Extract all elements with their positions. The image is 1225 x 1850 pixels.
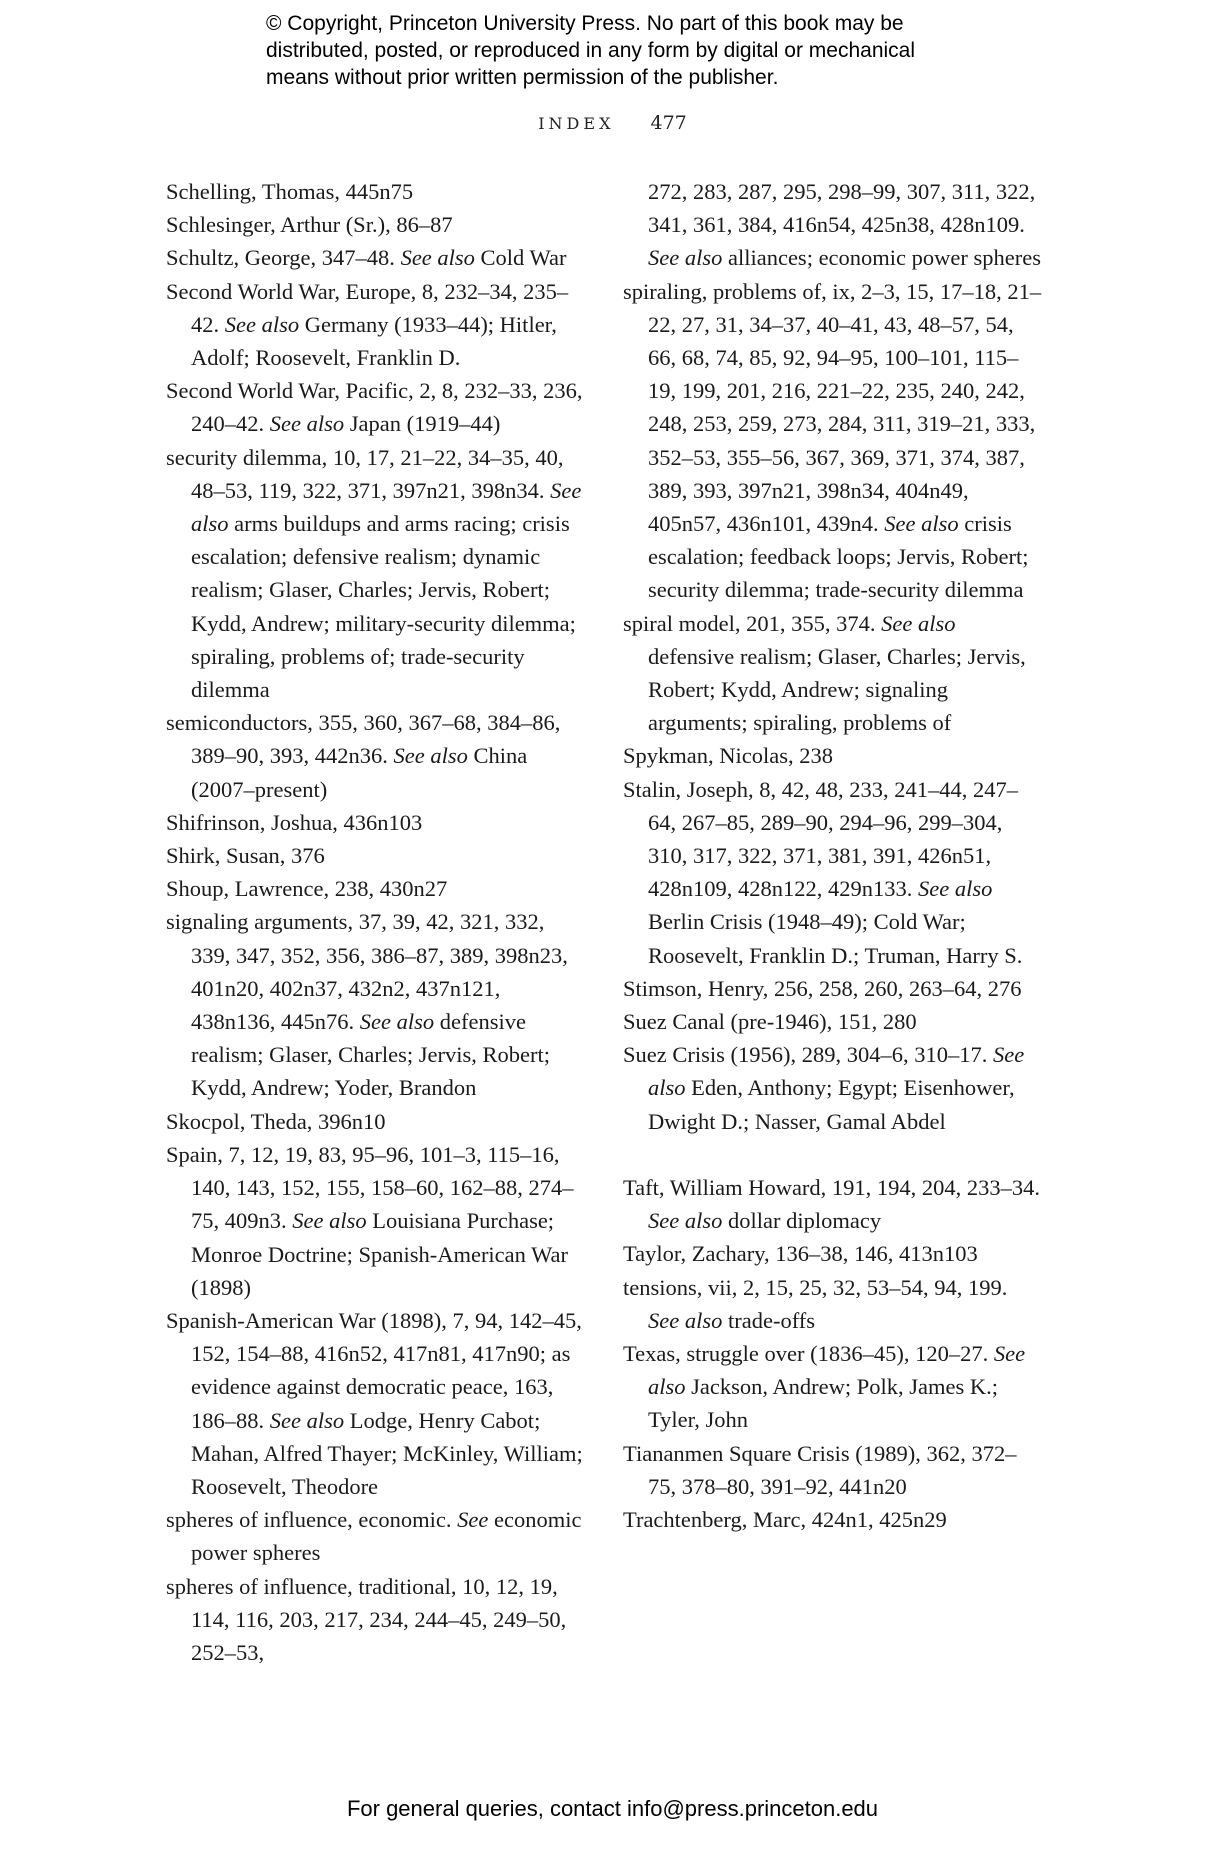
entry-text: Second World War, Europe, 8, 232–34, 235–42. (166, 278, 569, 337)
index-column-left (166, 175, 586, 1669)
index-entry (166, 441, 586, 707)
cross-reference: defensive realism; Glaser, Charles; Jervis, Robert; Kydd, Andrew; Yoder, Brandon (191, 1009, 551, 1101)
page-number: 477 (650, 112, 687, 134)
entry-text: Spanish-American War (1898), 7, 94, 142–45, 152, 154–88, 416n52, 417n81, 417n90; as evidence against democratic peace, 163, 186–88. (166, 1307, 582, 1433)
index-entry (166, 1304, 586, 1503)
cross-reference: Germany (1933–44); Hitler, Adolf; Roosevelt, Franklin D. (191, 311, 557, 371)
copyright-line: © Copyright, Princeton University Press. No part of this book may be (266, 12, 904, 35)
cross-reference: alliances; economic power spheres (727, 245, 1041, 271)
index-entry (166, 374, 586, 440)
entry-text: spiral model, 201, 355, 374. (623, 610, 876, 636)
index-entry (623, 607, 1043, 740)
running-head (0, 112, 1225, 134)
see-also: See also (269, 1407, 345, 1433)
index-entry (166, 1138, 586, 1304)
cross-reference: economic power spheres (191, 1507, 582, 1566)
index-entry (623, 1271, 1043, 1337)
cross-reference: China (2007–present) (191, 743, 528, 802)
cross-reference: Jackson, Andrew; Polk, James K.; Tyler, John (648, 1374, 998, 1433)
see-also: See also (359, 1009, 435, 1035)
entry-text: Schultz, George, 347–48. (166, 245, 395, 271)
index-entry: Taylor, Zachary, 136–38, 146, 413n103 (623, 1241, 978, 1267)
see-also: See also (292, 1208, 367, 1234)
entry-text: signaling arguments, 37, 39, 42, 321, 332, 339, 347, 352, 356, 386–87, 389, 398n23, 401n20, 402n37, 432n2, 437n121, 438n136, 445n76. (166, 909, 568, 1035)
see-also: See also (648, 1340, 1026, 1400)
index-entry (623, 1171, 1043, 1237)
entry-text: Texas, struggle over (1836–45), 120–27. (623, 1340, 989, 1366)
index-column-right (623, 175, 1043, 1536)
cross-reference: crisis escalation; feedback loops; Jervis, Robert; security dilemma; trade-security dilemma (648, 511, 1029, 603)
index-entry (166, 706, 586, 806)
entry-text: spiraling, problems of, ix, 2–3, 15, 17–18, 21–22, 27, 31, 34–37, 40–41, 43, 48–57, 54, 66, 68, 74, 85, 92, 94–95, 100–101, 115–19, 199, 201, 216, 221–22, 235, 240, 242, 248, 253, 259, 273, 284, 311, 319–21, 333, 352–53, 355–56, 367, 369, 371, 374, 387, 389, 393, 397n21, 398n34, 404n49, 405n57, 436n101, 439n4. (623, 278, 1042, 537)
see-reference: See (457, 1507, 489, 1533)
index-entry: Spykman, Nicolas, 238 (623, 743, 833, 769)
see-also: See also (918, 876, 993, 902)
index-entry (166, 275, 586, 375)
see-also: See also (648, 1307, 723, 1333)
copyright-line: means without prior written permission of the publisher. (266, 66, 779, 89)
index-entry: Suez Canal (pre-1946), 151, 280 (623, 1009, 917, 1035)
cross-reference: arms buildups and arms racing; crisis escalation; defensive realism; dynamic realism; Glaser, Charles; Jervis, Robert; Kydd, Andrew; military-security dilemma; spiraling, problems of; trade-security dilemma (191, 511, 576, 703)
see-also: See also (884, 511, 959, 537)
cross-reference: Eden, Anthony; Egypt; Eisenhower, Dwight D.; Nasser, Gamal Abdel (648, 1075, 1015, 1134)
entry-text: semiconductors, 355, 360, 367–68, 384–86, 389–90, 393, 442n36. (166, 710, 561, 769)
index-entry: Shirk, Susan, 376 (166, 843, 325, 869)
see-also: See also (648, 1208, 723, 1234)
see-also: See also (393, 743, 468, 769)
entry-text: Stalin, Joseph, 8, 42, 48, 233, 241–44, 247–64, 267–85, 289–90, 294–96, 299–304, 310, 317, 322, 371, 381, 391, 426n51, 428n109, 428n122, 429n133. (623, 776, 1019, 902)
index-entry: Shifrinson, Joshua, 436n103 (166, 809, 423, 835)
index-entry: Skocpol, Theda, 396n10 (166, 1108, 386, 1134)
see-also: See also (269, 411, 345, 437)
index-entry: Schlesinger, Arthur (Sr.), 86–87 (166, 212, 453, 238)
copyright-line: distributed, posted, or reproduced in any form by digital or mechanical (266, 39, 916, 62)
entry-text: security dilemma, 10, 17, 21–22, 34–35, 40, 48–53, 119, 322, 371, 397n21, 398n34. (166, 444, 564, 503)
cross-reference: Cold War (480, 245, 567, 271)
see-also: See also (224, 311, 300, 337)
index-entry: spheres of influence, traditional, 10, 12, 19, 114, 116, 203, 217, 234, 244–45, 249–50, 252–53, (166, 1573, 567, 1665)
index-entry (623, 1038, 1043, 1138)
see-also: See also (191, 477, 582, 537)
cross-reference: Louisiana Purchase; Monroe Doctrine; Spanish-American War (1898) (191, 1208, 569, 1300)
see-also: See also (881, 610, 956, 636)
see-also: See also (400, 245, 475, 271)
cross-reference: Lodge, Henry Cabot; Mahan, Alfred Thayer; McKinley, William; Roosevelt, Theodore (191, 1407, 583, 1499)
entry-text: Taft, William Howard, 191, 194, 204, 233–34. (623, 1174, 1041, 1200)
running-head-label: INDEX (538, 114, 615, 133)
index-entry (166, 905, 586, 1104)
see-also: See also (648, 245, 723, 271)
footer-contact: For general queries, contact info@press.princeton.edu (346, 1796, 879, 1821)
index-entry: Stimson, Henry, 256, 258, 260, 263–64, 276 (623, 975, 1022, 1001)
index-entry: Schelling, Thomas, 445n75 (166, 179, 414, 204)
index-entry (623, 275, 1043, 607)
copyright-notice (266, 10, 1026, 91)
letter-group-gap (623, 1138, 1043, 1171)
cross-reference: trade-offs (727, 1307, 816, 1333)
index-entry (166, 1503, 586, 1569)
entry-text: Spain, 7, 12, 19, 83, 95–96, 101–3, 115–16, 140, 143, 152, 155, 158–60, 162–88, 274–75, 409n3. (166, 1141, 574, 1234)
entry-text: 272, 283, 287, 295, 298–99, 307, 311, 322, 341, 361, 384, 416n54, 425n38, 428n109. (648, 179, 1036, 238)
index-entry: Shoup, Lawrence, 238, 430n27 (166, 876, 448, 902)
entry-text: tensions, vii, 2, 15, 25, 32, 53–54, 94, 199. (623, 1274, 1008, 1300)
entry-text: spheres of influence, economic. (166, 1507, 452, 1533)
index-entry (623, 1337, 1043, 1437)
entry-text: Suez Crisis (1956), 289, 304–6, 310–17. (623, 1042, 988, 1068)
index-entry: Tiananmen Square Crisis (1989), 362, 372–75, 378–80, 391–92, 441n20 (623, 1440, 1017, 1499)
index-entry (623, 773, 1043, 972)
cross-reference: defensive realism; Glaser, Charles; Jervis, Robert; Kydd, Andrew; signaling arguments; spiraling, problems of (648, 643, 1026, 736)
index-entry-continued (623, 175, 1043, 275)
cross-reference: dollar diplomacy (727, 1208, 882, 1234)
index-entry (166, 241, 586, 274)
index-entry: Trachtenberg, Marc, 424n1, 425n29 (623, 1506, 947, 1532)
entry-text: Second World War, Pacific, 2, 8, 232–33, 236, 240–42. (166, 378, 583, 437)
cross-reference: Japan (1919–44) (349, 411, 501, 437)
see-also: See also (648, 1042, 1025, 1101)
cross-reference: Berlin Crisis (1948–49); Cold War; Roosevelt, Franklin D.; Truman, Harry S. (648, 909, 1023, 968)
